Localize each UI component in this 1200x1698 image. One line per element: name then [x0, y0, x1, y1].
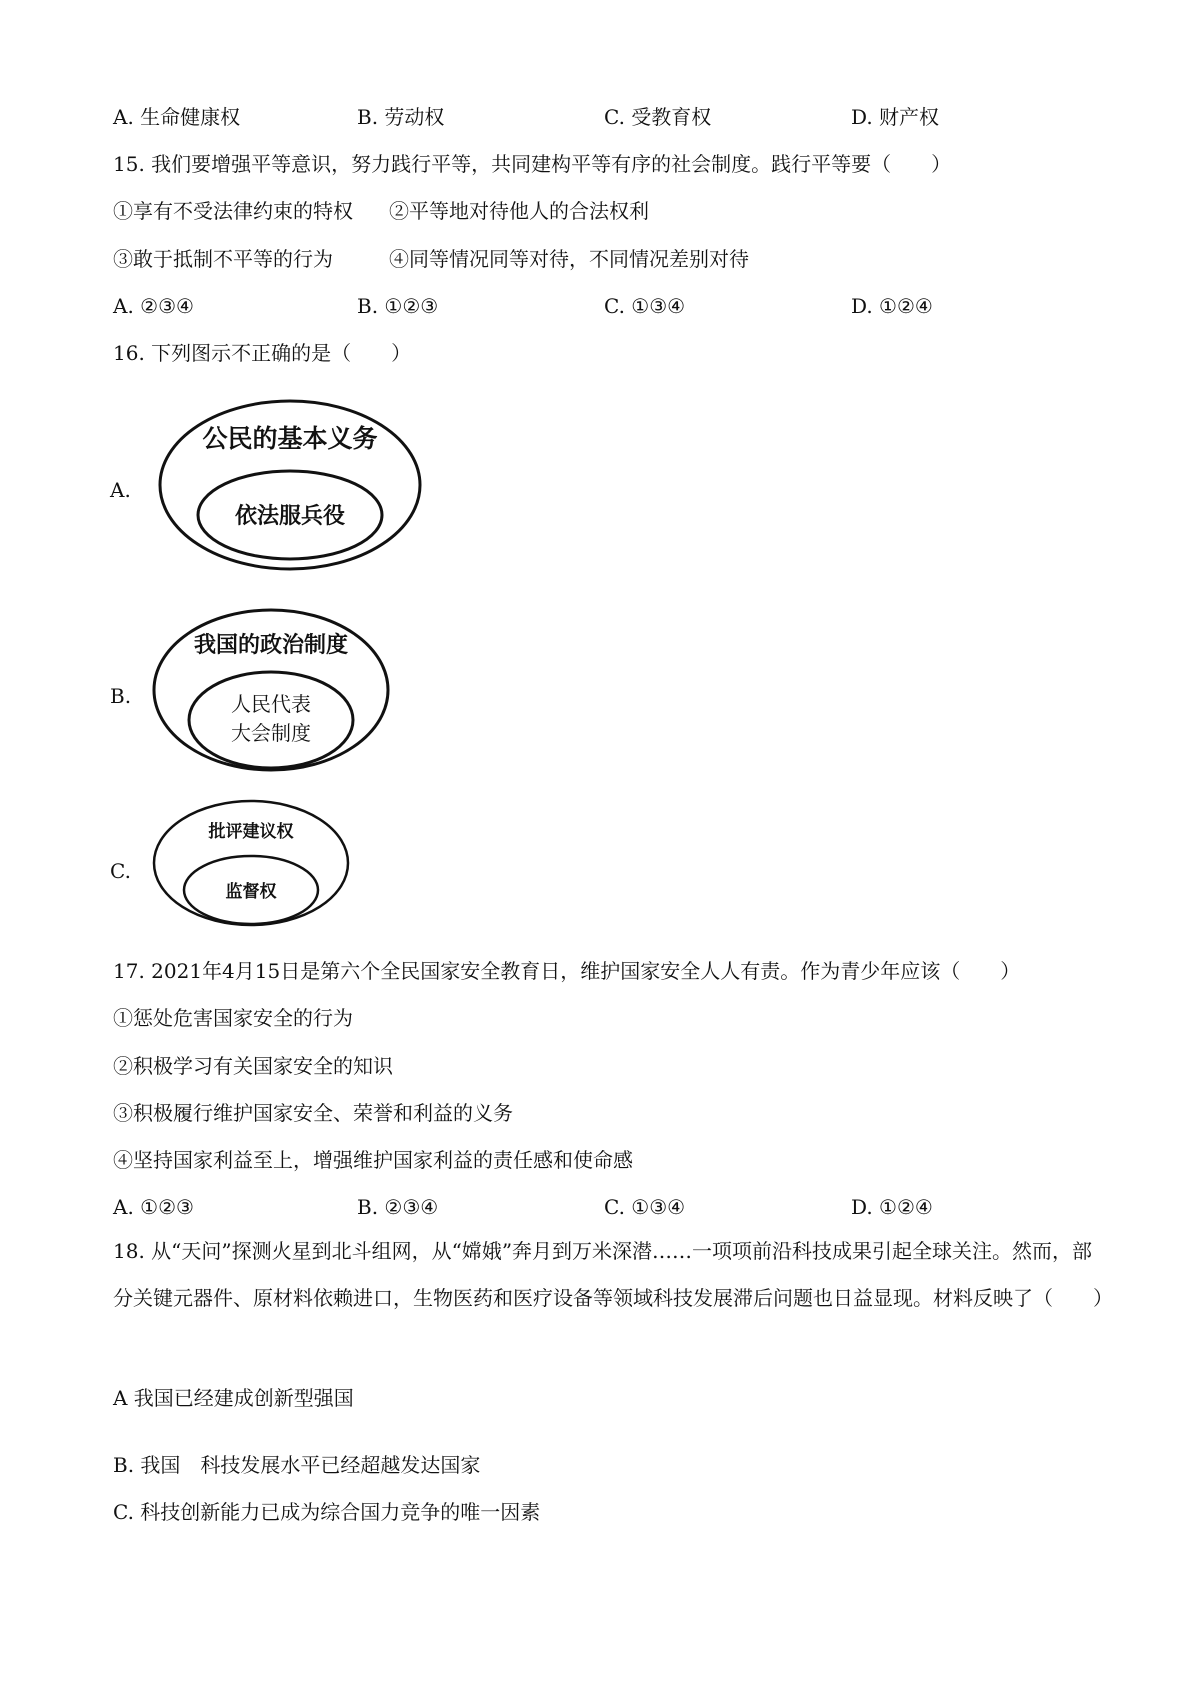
q15-option-c: C. ①③④	[604, 294, 686, 318]
q16-option-c-label: C.	[110, 859, 131, 883]
q16-diagram-c	[148, 797, 358, 931]
q14-option-c: C. 受教育权	[604, 105, 712, 129]
outer-label: 批评建议权	[208, 822, 294, 842]
q17-item-1: ①惩处危害国家安全的行为	[113, 1006, 353, 1030]
q16-diagram-a	[150, 395, 430, 575]
q17-option-c: C. ①③④	[604, 1195, 686, 1219]
q17-item-4: ④坚持国家利益至上，增强维护国家利益的责任感和使命感	[113, 1148, 633, 1172]
inner-label: 依法服兵役	[234, 503, 346, 529]
q17-option-a: A. ①②③	[113, 1195, 194, 1219]
q15-item-1: ①享有不受法律约束的特权	[113, 199, 353, 223]
q15-option-d: D. ①②④	[851, 294, 933, 318]
q16-stem: 16. 下列图示不正确的是（ ）	[113, 341, 412, 365]
q14-option-a: A. 生命健康权	[113, 105, 241, 129]
q18-option-a: A 我国已经建成创新型强国	[113, 1386, 354, 1410]
q14-option-b: B. 劳动权	[357, 105, 445, 129]
q16-option-b-label: B.	[110, 684, 132, 708]
inner-ellipse	[189, 672, 353, 768]
outer-label: 我国的政治制度	[193, 632, 349, 658]
outer-ellipse	[154, 801, 348, 925]
q18-option-b: B. 我国 科技发展水平已经超越发达国家	[113, 1453, 481, 1477]
q18-option-c: C. 科技创新能力已成为综合国力竞争的唯一因素	[113, 1500, 541, 1524]
q18-stem: 18. 从“天问”探测火星到北斗组网，从“嫦娥”奔月到万米深潜……一项项前沿科技成果引起全球关注。然而，部分关键元器件、原材料依赖进口，生物医药和医疗设备等领域科技发展滞后问题也日益显现。材料反映了（ ）	[113, 1239, 1113, 1310]
q16-option-a-label: A.	[110, 478, 131, 502]
inner-label-line-1: 人民代表	[231, 692, 311, 716]
q17-item-3: ③积极履行维护国家安全、荣誉和利益的义务	[113, 1101, 513, 1125]
q17-option-d: D. ①②④	[851, 1195, 933, 1219]
q16-diagram-b	[148, 604, 398, 784]
q17-option-b: B. ②③④	[357, 1195, 439, 1219]
inner-label-line-2: 大会制度	[231, 721, 311, 745]
q15-item-4: ④同等情况同等对待，不同情况差别对待	[389, 247, 749, 271]
q15-option-a: A. ②③④	[113, 294, 194, 318]
q15-item-2: ②平等地对待他人的合法权利	[389, 199, 649, 223]
q17-stem: 17. 2021年4月15日是第六个全民国家安全教育日，维护国家安全人人有责。作为青少年应该（ ）	[113, 959, 1021, 983]
inner-label: 监督权	[225, 882, 277, 902]
q15-item-3: ③敢于抵制不平等的行为	[113, 247, 333, 271]
q17-item-2: ②积极学习有关国家安全的知识	[113, 1054, 393, 1078]
outer-label: 公民的基本义务	[202, 424, 378, 453]
q14-option-d: D. 财产权	[851, 105, 940, 129]
q15-stem: 15. 我们要增强平等意识，努力践行平等，共同建构平等有序的社会制度。践行平等要（ ）	[113, 152, 952, 176]
q15-option-b: B. ①②③	[357, 294, 439, 318]
